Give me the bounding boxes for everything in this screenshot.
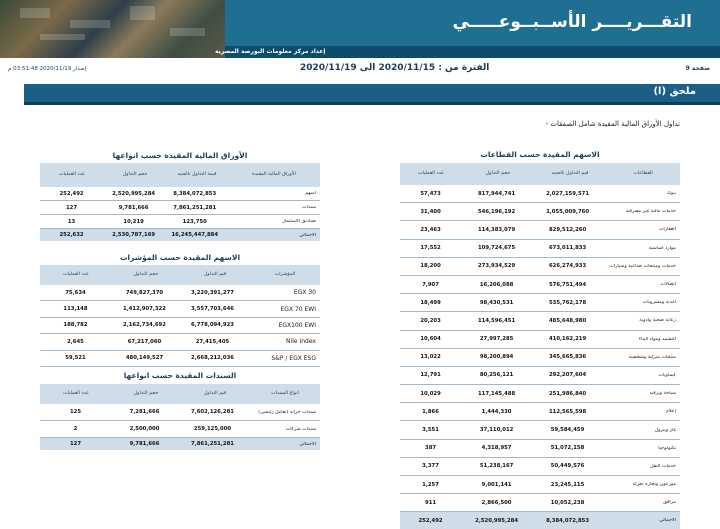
row-label: العقارات — [658, 227, 676, 233]
cell-volume: 117,145,488 — [477, 390, 516, 397]
cell-volume: 2,500,000 — [129, 426, 160, 432]
report-banner — [0, 0, 720, 58]
securities-title: الأوراق المالية المقيدة حسب انواعها — [112, 151, 248, 160]
cell-value: 259,125,000 — [193, 426, 232, 432]
table-row — [40, 318, 320, 334]
cell-volume: 7,281,666 — [129, 409, 160, 415]
cell-trades: 127 — [66, 204, 78, 211]
cell-value: 829,512,260 — [548, 226, 587, 233]
issue-timestamp: إصدار 2020/11/19 03:51:48 م — [8, 66, 87, 72]
cell-value: 3,220,391,277 — [191, 289, 234, 296]
table-row — [400, 185, 680, 203]
cell-volume: 27,997,285 — [479, 336, 514, 343]
sectors-column-header: عدد العمليات — [418, 171, 444, 176]
row-label: التشييد ومواد البناء — [638, 336, 676, 342]
row-label: سياحة وترفيه — [649, 391, 676, 397]
cell-volume: 16,206,088 — [479, 281, 514, 288]
cell-value: 7,861,251,281 — [173, 204, 217, 211]
table-row — [40, 301, 320, 317]
cell-value: 345,665,836 — [548, 354, 587, 361]
cell-volume: 114,383,079 — [477, 226, 516, 233]
table-row — [40, 421, 320, 438]
cell-volume: 37,110,012 — [479, 427, 514, 434]
securities-column-header: الأوراق المالية المقيدة — [252, 172, 296, 177]
cell-volume: 98,430,531 — [479, 299, 514, 306]
bonds-column-header: حجم التداول — [133, 391, 159, 396]
cell-value: 7,861,251,281 — [191, 441, 234, 447]
cell-value: 123,750 — [182, 218, 207, 225]
cell-trades: 10,029 — [420, 390, 441, 397]
cell-volume: 2,866,500 — [481, 499, 512, 506]
cell-trades: 188,782 — [63, 322, 88, 329]
table-row — [40, 187, 320, 201]
cell-value: 251,986,840 — [548, 390, 587, 397]
cell-value: 2,668,212,036 — [191, 355, 234, 362]
indices-column-header: حجم التداول — [133, 272, 159, 277]
row-label: سندات — [302, 205, 316, 210]
table-row — [400, 385, 680, 403]
row-label: S&P / EGX ESG — [271, 354, 316, 362]
indices-table — [40, 265, 320, 367]
table-row — [40, 215, 320, 229]
row-label: الاجمالي — [659, 518, 676, 524]
cell-value: 292,207,604 — [548, 372, 587, 379]
cell-trades: 23,463 — [420, 226, 441, 233]
cell-volume: 546,196,192 — [477, 208, 516, 215]
cell-value: 59,584,459 — [550, 427, 585, 434]
table-row — [400, 221, 680, 239]
table-row — [40, 201, 320, 215]
sectors-title: الاسهم المقيدة حسب القطاعات — [480, 150, 600, 159]
cell-trades: 18,499 — [420, 299, 441, 306]
page-number: صفحة 9 — [685, 65, 710, 72]
sectors-header-row — [400, 163, 680, 185]
indices-header-row — [40, 265, 320, 285]
cell-value: 8,384,072,853 — [546, 517, 590, 524]
cell-trades: 1,257 — [422, 481, 439, 488]
bonds-title: السندات المقيدة حسب انواعها — [123, 371, 237, 380]
row-label: كيماويات — [658, 372, 676, 378]
cell-value: 8,384,072,853 — [173, 190, 217, 197]
cell-trades: 125 — [69, 409, 82, 415]
table-row — [40, 334, 320, 350]
cell-value: 673,011,833 — [548, 245, 587, 252]
row-label: بنوك — [666, 191, 676, 197]
securities-column-header: عدد العمليات — [59, 172, 85, 177]
row-label: رعاية صحية وأدوية — [639, 318, 676, 324]
appendix-title: ملحق (ا) — [653, 86, 696, 97]
row-label: تكنولوجيا — [658, 445, 676, 451]
cell-trades: 2,645 — [67, 338, 84, 345]
cell-trades: 13,022 — [420, 354, 441, 361]
securities-total-row — [40, 229, 320, 241]
cell-value: 23,245,115 — [550, 481, 585, 488]
securities-table — [40, 163, 320, 241]
sectors-column-header: القطاعات — [633, 171, 653, 176]
cell-value: 112,565,598 — [548, 408, 587, 415]
row-label: EGX 30 — [293, 289, 316, 297]
table-row — [400, 421, 680, 439]
row-label: خدمات ومنتجات صناعية وسيارات — [609, 263, 676, 269]
cell-volume: 2,520,995,284 — [112, 190, 156, 197]
cell-trades: 252,492 — [59, 190, 84, 197]
cell-value: 50,449,576 — [550, 463, 585, 470]
cell-value: 51,072,158 — [550, 445, 585, 452]
cell-trades: 20,203 — [420, 317, 441, 324]
cell-value: 576,751,494 — [548, 281, 587, 288]
table-row — [400, 349, 680, 367]
row-label: مرافق — [663, 500, 676, 506]
table-row — [400, 258, 680, 276]
table-row — [400, 476, 680, 494]
cell-trades: 7,907 — [422, 281, 439, 288]
row-label: اتصالات — [660, 282, 676, 288]
report-title: التقـــريــــر الأســبــوعـــــي — [452, 12, 692, 32]
cell-trades: 252,632 — [59, 232, 84, 238]
row-label: منتجات منزلية وشخصية — [628, 354, 676, 360]
cell-volume: 817,944,741 — [477, 190, 516, 197]
row-label: موارد أساسية — [648, 245, 676, 251]
cell-volume: 1,412,907,322 — [123, 306, 166, 313]
cell-trades: 252,492 — [418, 517, 443, 524]
bonds-column-header: قيم التداول — [203, 391, 227, 396]
cell-value: 626,274,933 — [548, 263, 587, 270]
table-row — [400, 203, 680, 221]
cell-value: 6,778,094,923 — [191, 322, 234, 329]
cell-volume: 80,256,121 — [479, 372, 514, 379]
row-label: أسهم — [305, 191, 316, 196]
cell-volume: 109,724,675 — [477, 245, 516, 252]
cell-value: 410,162,219 — [548, 336, 587, 343]
row-label: سندات شركات — [285, 426, 316, 432]
appendix-bar — [24, 84, 720, 105]
cell-volume: 98,200,894 — [479, 354, 514, 361]
cell-value: 16,245,447,884 — [171, 232, 219, 238]
cell-value: 535,762,178 — [548, 299, 587, 306]
row-label: Nile Index — [286, 338, 316, 346]
table-row — [400, 294, 680, 312]
indices-title: الاسهم المقيدة حسب المؤشرات — [119, 253, 241, 262]
table-row — [400, 367, 680, 385]
cell-volume: 2,520,995,284 — [475, 517, 519, 524]
cell-trades: 387 — [425, 445, 437, 452]
row-label: EGX100 EWI — [278, 321, 316, 329]
intro-line: - تداول الأوراق المالية المقيدة شامل الصفقات — [545, 120, 680, 128]
cell-trades: 1,866 — [422, 408, 439, 415]
cell-trades: 2 — [73, 426, 78, 432]
table-row — [400, 240, 680, 258]
cell-trades: 31,400 — [420, 208, 441, 215]
cell-volume: 1,444,330 — [481, 408, 512, 415]
cell-volume: 10,219 — [123, 218, 144, 225]
cell-value: 485,648,980 — [548, 317, 587, 324]
sectors-table — [400, 163, 680, 529]
cell-volume: 749,827,370 — [125, 289, 164, 296]
cell-value: 10,052,238 — [550, 499, 585, 506]
indices-column-header: المؤشرات — [274, 272, 296, 277]
bonds-column-header: انواع السندات — [271, 391, 299, 396]
row-label: موزعون وتجارة تجزئة — [632, 482, 676, 488]
sectors-column-header: قيم التداول بالجنيه — [551, 171, 589, 176]
indices-column-header: قيم التداول — [203, 272, 227, 277]
cell-volume: 51,238,167 — [479, 463, 514, 470]
bonds-header-row — [40, 384, 320, 404]
cell-volume: 4,318,957 — [481, 445, 512, 452]
cell-trades: 3,551 — [422, 427, 439, 434]
info-bar — [0, 60, 720, 80]
bonds-table — [40, 384, 320, 450]
cell-volume: 9,781,666 — [129, 441, 160, 447]
trading-floor-photo — [0, 0, 225, 58]
cell-trades: 911 — [425, 499, 437, 506]
table-row — [40, 351, 320, 367]
cell-trades: 75,634 — [65, 289, 86, 296]
cell-trades: 3,377 — [422, 463, 439, 470]
table-row — [400, 403, 680, 421]
indices-column-header: عدد العمليات — [63, 272, 89, 277]
table-row — [40, 285, 320, 301]
cell-volume: 67,217,060 — [127, 338, 162, 345]
cell-volume: 114,596,451 — [477, 317, 516, 324]
cell-value: 3,557,703,646 — [191, 306, 234, 313]
bonds-total-row — [40, 438, 320, 450]
securities-column-header: حجم التداول — [122, 172, 148, 177]
cell-trades: 10,604 — [420, 336, 441, 343]
cell-trades: 18,200 — [420, 263, 441, 270]
report-subtitle: إعداد مركز معلومات البورصة المصرية — [215, 48, 326, 55]
row-label: EGX 70 EWI — [280, 305, 316, 313]
securities-header-row — [40, 163, 320, 187]
row-label: أغذية ومشروبات — [642, 300, 676, 306]
cell-trades: 17,552 — [420, 245, 441, 252]
cell-value: 7,602,126,281 — [191, 409, 234, 415]
row-label: سندات خزانة (تعامل رئيسى) — [258, 409, 316, 415]
cell-trades: 12,791 — [420, 372, 441, 379]
sectors-column-header: حجم التداول — [485, 171, 511, 176]
row-label: خدمات النقل — [650, 463, 676, 469]
cell-value: 2,027,159,571 — [546, 190, 590, 197]
sectors-total-row — [400, 512, 680, 529]
row-label: الاجمالي — [299, 441, 316, 447]
cell-volume: 9,001,141 — [481, 481, 512, 488]
report-period: الفترة من : 2020/11/15 الى 2020/11/19 — [300, 63, 490, 73]
table-row — [400, 440, 680, 458]
cell-trades: 113,148 — [63, 306, 88, 313]
row-label: خدمات مالية غير مصرفية — [625, 209, 676, 215]
cell-volume: 480,149,527 — [125, 355, 164, 362]
cell-volume: 9,781,666 — [118, 204, 149, 211]
cell-value: 1,055,009,760 — [546, 208, 590, 215]
table-row — [400, 331, 680, 349]
cell-trades: 59,521 — [65, 355, 86, 362]
table-row — [40, 404, 320, 421]
row-label: غاز وبترول — [654, 427, 676, 433]
table-row — [400, 458, 680, 476]
cell-trades: 13 — [67, 218, 76, 225]
cell-value: 27,415,405 — [195, 338, 230, 345]
table-row — [400, 312, 680, 330]
cell-trades: 127 — [69, 441, 82, 447]
table-row — [400, 276, 680, 294]
bonds-column-header: عدد العمليات — [63, 391, 89, 396]
securities-column-header: قيمة التداول بالجنيه — [177, 172, 217, 177]
row-label: صناديق الاستثمار — [282, 219, 316, 224]
table-row — [400, 494, 680, 512]
row-label: الاجمالي — [299, 232, 316, 238]
cell-trades: 57,473 — [420, 190, 441, 197]
cell-volume: 273,934,529 — [477, 263, 516, 270]
cell-volume: 2,530,787,169 — [112, 232, 156, 238]
cell-volume: 2,162,734,692 — [123, 322, 166, 329]
row-label: إعلام — [665, 409, 676, 415]
